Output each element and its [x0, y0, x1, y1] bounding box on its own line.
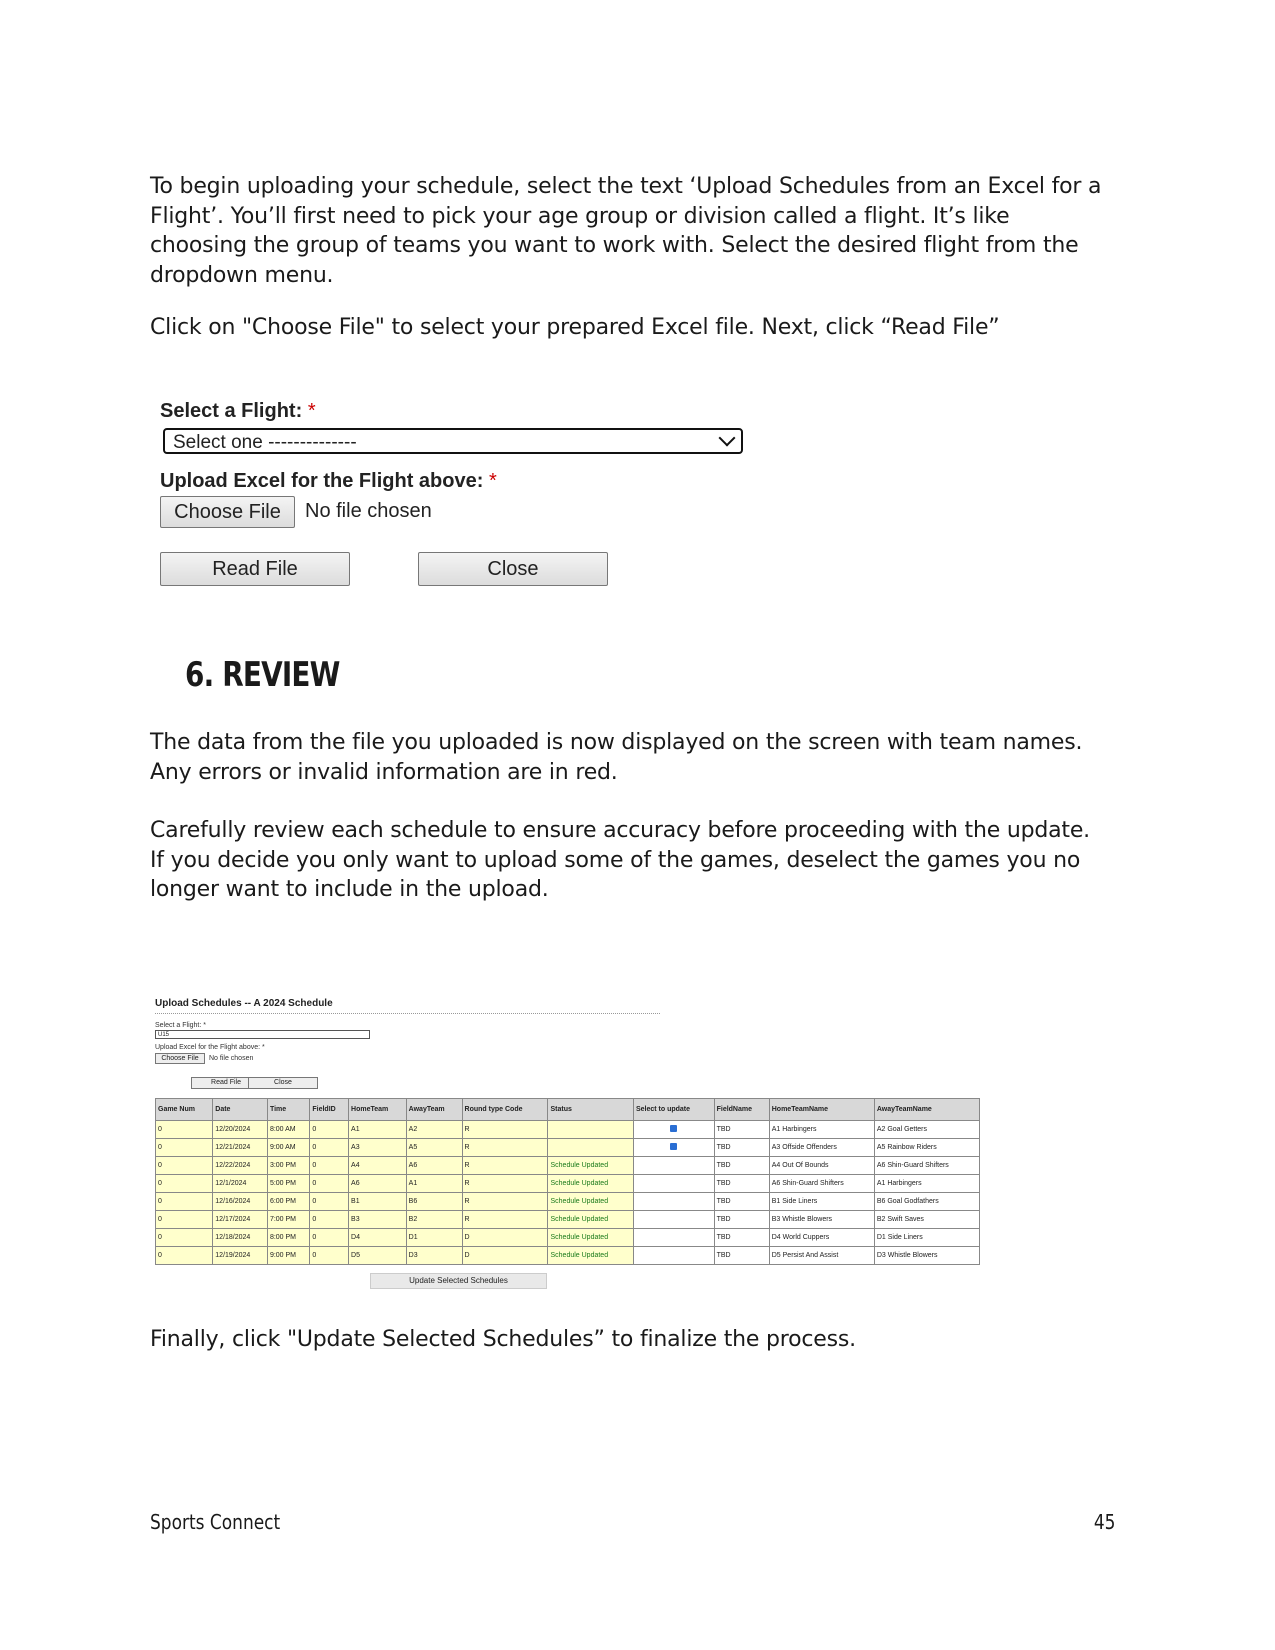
flight-select-value: Select one -------------- — [173, 432, 357, 453]
footer-brand: Sports Connect — [150, 1510, 281, 1534]
required-mark: * — [307, 400, 316, 422]
update-selected-schedules-button[interactable]: Update Selected Schedules — [370, 1273, 547, 1289]
table-cell: R — [462, 1139, 548, 1157]
table-cell: D5 — [349, 1247, 407, 1265]
table-cell: 12/17/2024 — [213, 1211, 268, 1229]
table-cell: A1 — [406, 1175, 462, 1193]
table-cell: 7:00 PM — [267, 1211, 309, 1229]
table-cell: 0 — [156, 1157, 213, 1175]
table-cell: 8:00 AM — [267, 1121, 309, 1139]
table-body — [156, 1121, 980, 1265]
table-cell: Schedule Updated — [548, 1229, 633, 1247]
table-cell: B6 — [406, 1193, 462, 1211]
table-cell: Schedule Updated — [548, 1175, 633, 1193]
table-row — [156, 1139, 980, 1157]
table-cell: D5 Persist And Assist — [769, 1247, 874, 1265]
table-cell: A1 Harbingers — [769, 1121, 874, 1139]
table-cell: A2 — [406, 1121, 462, 1139]
table-cell: 12/19/2024 — [213, 1247, 268, 1265]
page-number: 45 — [1093, 1510, 1115, 1534]
table-cell: Schedule Updated — [548, 1247, 633, 1265]
table-cell: TBD — [714, 1229, 769, 1247]
table-cell: 0 — [310, 1121, 349, 1139]
table-cell: A6 — [349, 1175, 407, 1193]
table-cell: 12/1/2024 — [213, 1175, 268, 1193]
select-to-update-cell[interactable] — [633, 1229, 714, 1247]
table-cell: 8:00 PM — [267, 1229, 309, 1247]
divider — [155, 1013, 660, 1014]
schedule-flight-select[interactable] — [155, 1030, 370, 1039]
checkbox-checked-icon[interactable] — [670, 1143, 677, 1150]
table-cell: Schedule Updated — [548, 1193, 633, 1211]
close-button[interactable]: Close — [418, 552, 608, 586]
review-paragraph-2: Carefully review each schedule to ensure accuracy before proceeding with the update. If you decide you only want to upload some of the games, deselect the games you no longer want to include in the upload. — [150, 818, 1090, 902]
table-cell: D3 — [406, 1247, 462, 1265]
checkbox-checked-icon[interactable] — [670, 1125, 677, 1132]
table-cell: 0 — [310, 1175, 349, 1193]
table-cell: 0 — [310, 1211, 349, 1229]
table-row — [156, 1121, 980, 1139]
table-cell: 12/22/2024 — [213, 1157, 268, 1175]
select-to-update-cell[interactable] — [633, 1247, 714, 1265]
section-heading: 6. REVIEW — [185, 655, 340, 695]
no-file-text: No file chosen — [305, 500, 432, 522]
upload-schedules-screenshot — [155, 998, 985, 1298]
chevron-down-icon — [719, 430, 736, 447]
table-cell: 5:00 PM — [267, 1175, 309, 1193]
table-cell: 0 — [156, 1247, 213, 1265]
schedule-no-file-text: No file chosen — [209, 1055, 254, 1062]
schedule-flight-label: Select a Flight: * — [155, 1022, 206, 1029]
table-cell: 3:00 PM — [267, 1157, 309, 1175]
schedule-read-file-button[interactable]: Read File — [191, 1077, 261, 1089]
select-to-update-cell[interactable] — [633, 1175, 714, 1193]
column-header: AwayTeam — [406, 1099, 462, 1121]
table-cell: TBD — [714, 1121, 769, 1139]
flight-select[interactable] — [163, 428, 743, 454]
table-row — [156, 1175, 980, 1193]
table-cell: A2 Goal Getters — [874, 1121, 979, 1139]
table-cell: 0 — [156, 1139, 213, 1157]
final-paragraph: Finally, click "Update Selected Schedules” to finalize the process. — [150, 1327, 856, 1352]
table-cell: 12/20/2024 — [213, 1121, 268, 1139]
table-cell: 0 — [156, 1211, 213, 1229]
table-cell: A6 — [406, 1157, 462, 1175]
table-cell: B2 Swift Saves — [874, 1211, 979, 1229]
table-cell: Schedule Updated — [548, 1157, 633, 1175]
table-cell: TBD — [714, 1247, 769, 1265]
table-cell: 0 — [310, 1157, 349, 1175]
table-cell: R — [462, 1175, 548, 1193]
table-cell: TBD — [714, 1175, 769, 1193]
table-cell: 0 — [156, 1229, 213, 1247]
table-row — [156, 1193, 980, 1211]
column-header: FieldID — [310, 1099, 349, 1121]
table-cell: Schedule Updated — [548, 1211, 633, 1229]
table-cell: D4 World Cuppers — [769, 1229, 874, 1247]
table-cell: R — [462, 1211, 548, 1229]
select-to-update-cell[interactable] — [633, 1193, 714, 1211]
table-cell: 12/21/2024 — [213, 1139, 268, 1157]
column-header: Game Num — [156, 1099, 213, 1121]
table-cell: 9:00 PM — [267, 1247, 309, 1265]
column-header: Time — [267, 1099, 309, 1121]
upload-label: Upload Excel for the Flight above: * — [160, 470, 497, 492]
table-cell: A4 Out Of Bounds — [769, 1157, 874, 1175]
table-cell: D1 Side Liners — [874, 1229, 979, 1247]
review-paragraph-1: The data from the file you uploaded is now displayed on the screen with team names. Any errors or invalid information are in red. — [150, 730, 1083, 785]
schedule-close-button[interactable]: Close — [248, 1077, 318, 1089]
column-header: Date — [213, 1099, 268, 1121]
table-cell: 9:00 AM — [267, 1139, 309, 1157]
table-cell — [548, 1121, 633, 1139]
table-row — [156, 1211, 980, 1229]
schedule-upload-label: Upload Excel for the Flight above: * — [155, 1044, 265, 1051]
intro-paragraph-1: To begin uploading your schedule, select the text ‘Upload Schedules from an Excel for a Flight’. You’ll first need to pick your age group or division called a flight. It’s like choosing the group of teams you want to work with. Select the desired flight from the dropdown menu. — [150, 174, 1102, 288]
table-cell: 0 — [156, 1193, 213, 1211]
table-cell: A4 — [349, 1157, 407, 1175]
schedule-flight-value: U15 — [158, 1032, 170, 1038]
table-cell: A6 Shin-Guard Shifters — [874, 1157, 979, 1175]
table-cell: D1 — [406, 1229, 462, 1247]
table-cell: R — [462, 1193, 548, 1211]
table-cell: A1 — [349, 1121, 407, 1139]
schedule-choose-file-button[interactable]: Choose File — [155, 1053, 205, 1064]
table-cell: R — [462, 1157, 548, 1175]
schedule-table — [155, 1098, 980, 1265]
table-cell: 0 — [156, 1175, 213, 1193]
table-cell: D — [462, 1247, 548, 1265]
table-cell: B1 — [349, 1193, 407, 1211]
table-cell: TBD — [714, 1193, 769, 1211]
table-cell: D3 Whistle Blowers — [874, 1247, 979, 1265]
table-cell: R — [462, 1121, 548, 1139]
table-cell: B3 Whistle Blowers — [769, 1211, 874, 1229]
select-to-update-cell[interactable] — [633, 1211, 714, 1229]
flight-upload-form — [160, 400, 760, 600]
table-cell: 6:00 PM — [267, 1193, 309, 1211]
table-row — [156, 1229, 980, 1247]
table-cell: A6 Shin-Guard Shifters — [769, 1175, 874, 1193]
select-to-update-cell[interactable] — [633, 1121, 714, 1139]
table-cell: A3 — [349, 1139, 407, 1157]
table-cell: B1 Side Liners — [769, 1193, 874, 1211]
table-cell: 0 — [310, 1193, 349, 1211]
choose-file-button[interactable]: Choose File — [160, 496, 295, 528]
table-cell: 12/16/2024 — [213, 1193, 268, 1211]
table-cell: 0 — [310, 1229, 349, 1247]
table-cell: 0 — [310, 1247, 349, 1265]
table-cell: B3 — [349, 1211, 407, 1229]
table-cell: A1 Harbingers — [874, 1175, 979, 1193]
column-header: HomeTeamName — [769, 1099, 874, 1121]
table-cell: B2 — [406, 1211, 462, 1229]
required-mark: * — [488, 470, 497, 492]
table-cell — [548, 1139, 633, 1157]
select-to-update-cell[interactable] — [633, 1139, 714, 1157]
schedule-title: Upload Schedules -- A 2024 Schedule — [155, 998, 333, 1009]
table-cell: D — [462, 1229, 548, 1247]
column-header: HomeTeam — [349, 1099, 407, 1121]
column-header: AwayTeamName — [874, 1099, 979, 1121]
table-cell: 12/18/2024 — [213, 1229, 268, 1247]
table-cell: TBD — [714, 1139, 769, 1157]
table-row — [156, 1157, 980, 1175]
table-header-row — [156, 1099, 980, 1121]
table-cell: 0 — [156, 1121, 213, 1139]
table-cell: B6 Goal Godfathers — [874, 1193, 979, 1211]
table-cell: A5 Rainbow Riders — [874, 1139, 979, 1157]
table-row — [156, 1247, 980, 1265]
select-to-update-cell[interactable] — [633, 1157, 714, 1175]
table-cell: A3 Offside Offenders — [769, 1139, 874, 1157]
read-file-button[interactable]: Read File — [160, 552, 350, 586]
table-cell: TBD — [714, 1211, 769, 1229]
column-header: Round type Code — [462, 1099, 548, 1121]
column-header: Select to update — [633, 1099, 714, 1121]
table-cell: A5 — [406, 1139, 462, 1157]
table-cell: TBD — [714, 1157, 769, 1175]
column-header: Status — [548, 1099, 633, 1121]
table-cell: D4 — [349, 1229, 407, 1247]
table-cell: 0 — [310, 1139, 349, 1157]
flight-label: Select a Flight: * — [160, 400, 316, 422]
column-header: FieldName — [714, 1099, 769, 1121]
intro-paragraph-2: Click on "Choose File" to select your prepared Excel file. Next, click “Read File” — [150, 315, 1000, 340]
